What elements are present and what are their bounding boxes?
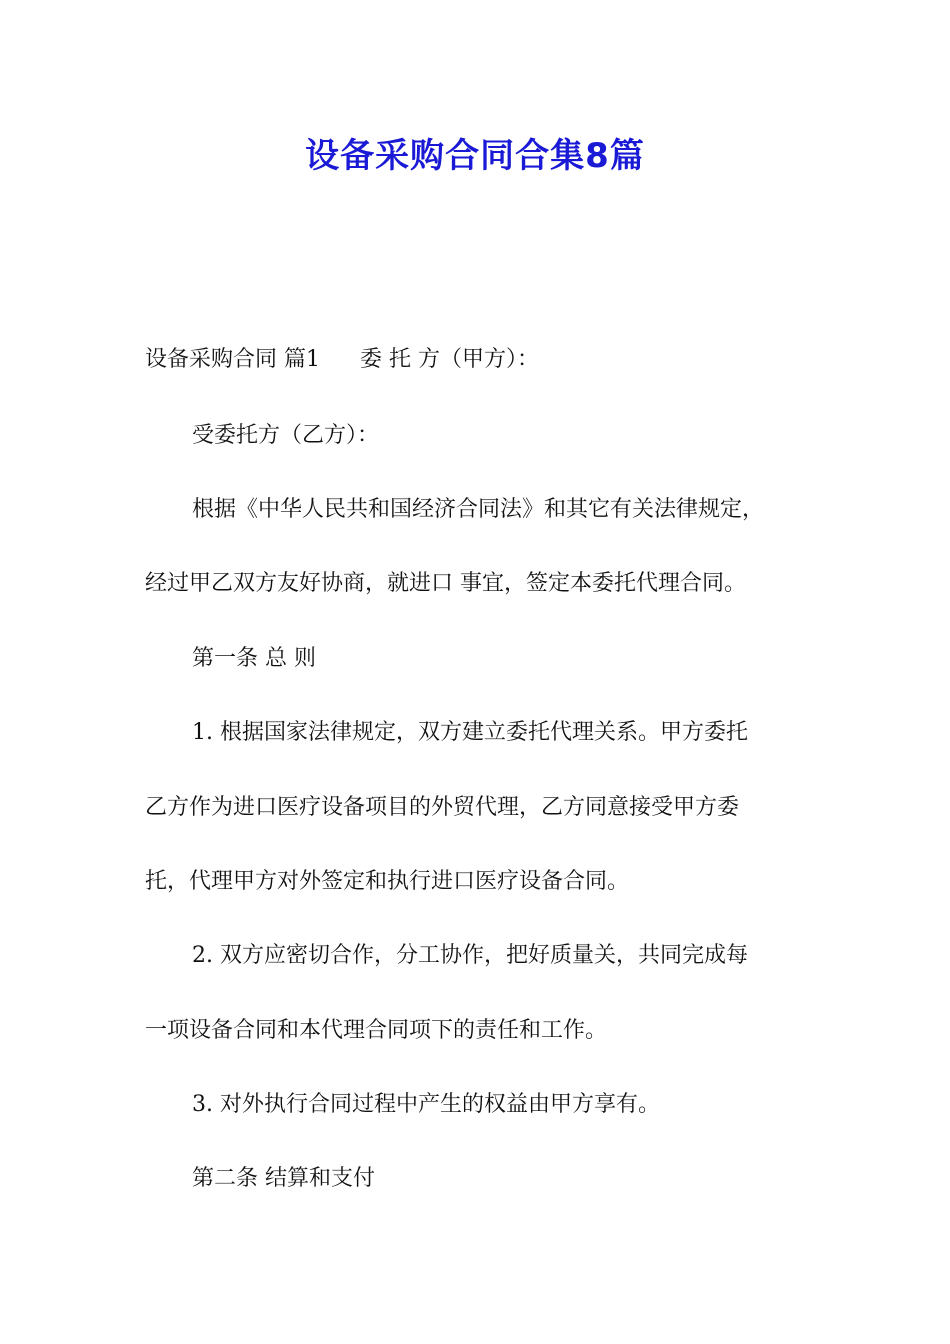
section-heading-line <box>145 345 539 375</box>
page-title: 设备采购合同合集8篇 <box>305 136 645 176</box>
party-b-label: 受委托方（乙方）： <box>192 423 380 448</box>
paragraph-line: 根据《中华人民共和国经济合同法》和其它有关法律规定， <box>192 497 765 522</box>
paragraph-line: 3. 对外执行合同过程中产生的权益由甲方享有。 <box>192 1092 660 1117</box>
article-heading: 第一条 总 则 <box>192 646 316 671</box>
section-label: 设备采购合同 篇1 <box>145 347 320 372</box>
article-heading: 第二条 结算和支付 <box>192 1166 375 1191</box>
party-a-label: 委 托 方（甲方）： <box>360 347 539 372</box>
paragraph-line: 经过甲乙双方友好协商，就进口 事宜，签定本委托代理合同。 <box>145 571 746 596</box>
paragraph-line: 2. 双方应密切合作，分工协作，把好质量关，共同完成每 <box>192 943 748 968</box>
paragraph-line: 托，代理甲方对外签定和执行进口医疗设备合同。 <box>145 869 630 894</box>
paragraph-line: 一项设备合同和本代理合同项下的责任和工作。 <box>145 1018 608 1043</box>
paragraph-line: 1. 根据国家法律规定，双方建立委托代理关系。甲方委托 <box>192 720 748 745</box>
paragraph-line: 乙方作为进口医疗设备项目的外贸代理，乙方同意接受甲方委 <box>145 795 740 820</box>
